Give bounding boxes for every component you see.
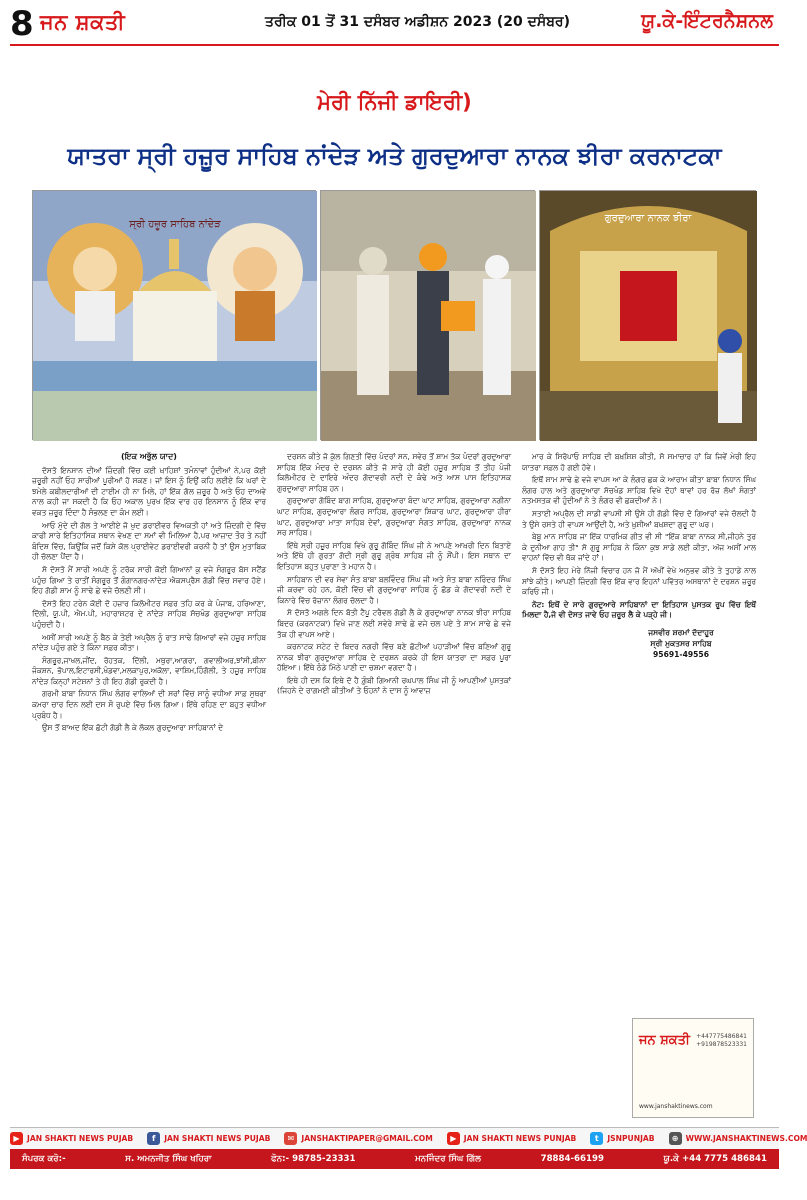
section-kicker: ਮੇਰੀ ਨਿੱਜੀ ਡਾਇਰੀ) bbox=[317, 90, 472, 114]
paragraph: ਅਸੀਂ ਸਾਰੀ ਅਪਣੇ ਨੂੰ ਬੈਠ ਕੇ ਤੇਈ ਅਪ੍ਰੈਲ ਨੂੰ ਰਾਤ ਸਾਢੇ ਗਿਆਰਾਂ ਵਜੇ ਹਜ਼ੂਰ ਸਾਹਿਬ ਨਾਂਦੇੜ ਪਹੁੰਚ ਗਏ ਤੇ ਕਿੰਨਾ ਸਫ਼ਰ ਕੀਤਾ। bbox=[32, 632, 266, 653]
paragraph: ਗੁਰਦੁਆਰਾ ਗੋਬਿੰਦ ਬਾਗ ਸਾਹਿਬ, ਗੁਰਦੁਆਰਾ ਬੰਦਾ ਘਾਟ ਸਾਹਿਬ, ਗੁਰਦੁਆਰਾ ਨਗੀਨਾ ਘਾਟ ਸਾਹਿਬ, ਗੁਰਦੁਆਰਾ ਲੰਗਰ ਸਾਹਿਬ, ਗੁਰਦੁਆਰਾ ਸ਼ਿਕਾਰ ਘਾਟ, ਗੁਰਦੁਆਰਾ ਹੀਰਾ ਘਾਟ, ਗੁਰਦੁਆਰਾ ਮਾਤਾ ਸਾਹਿਬ ਦੇਵਾਂ, ਗੁਰਦੁਆਰਾ ਸੰਗਤ ਸਾਹਿਬ, ਗੁਰਦੁਆਰਾ ਨਾਨਕ ਸਰ ਸਾਹਿਬ। bbox=[277, 496, 511, 538]
paragraph: ਦਰਸ਼ਨ ਕੀਤੇ ਜੋ ਕੁੱਲ ਗਿਣਤੀ ਵਿੱਚ ਪੰਦਰਾਂ ਸਨ, ਸਵੇਰ ਤੋਂ ਸ਼ਾਮ ਤੱਕ ਪੰਦਰਾਂ ਗੁਰਦੁਆਰਾ ਸਾਹਿਬ ਇੱਕ ਮੰਦਰ ਦੇ ਦਰਸ਼ਨ ਕੀਤੇ ਜੋ ਸਾਰੇ ਹੀ ਕੋਈ ਹਜ਼ੂਰ ਸਾਹਿਬ ਤੋਂ ਤੀਹ ਪੰਜੀ ਕਿਲੋਮੀਟਰ ਦੇ ਦਾਇਰੇ ਅੰਦਰ ਗੋਦਾਵਰੀ ਨਦੀ ਦੇ ਕੰਢੇ ਅਤੇ ਆਸ ਪਾਸ ਇਤਿਹਾਸਕ ਗੁਰਦੁਆਰਾ ਸਾਹਿਬ ਹਨ। bbox=[277, 452, 511, 493]
manager-phone: 78884-66199 bbox=[540, 1154, 604, 1164]
contact-bar bbox=[10, 1149, 779, 1169]
page-footer bbox=[0, 1127, 807, 1200]
article-subtitle: (ਇਕ ਅਭੁੱਲ ਯਾਦ) bbox=[121, 452, 177, 461]
editor-phone: ਫੋਨ:- 98785-23331 bbox=[271, 1154, 356, 1164]
advert-box bbox=[632, 1018, 754, 1118]
mail-icon: ✉ bbox=[284, 1132, 297, 1145]
paragraph: ਕਰਨਾਟਕ ਸਟੇਟ ਦੇ ਬਿਦਰ ਨਗਰੀ ਵਿੱਚ ਬਣੇ ਛੋਟੀਆਂ ਪਹਾੜੀਆਂ ਵਿੱਚ ਬਣਿਆਂ ਗੁਰੂ ਨਾਨਕ ਝੀਰਾ ਗੁਰਦੁਆਰਾ ਸਾਹਿਬ ਦੇ ਦਰਸ਼ਨ ਕਰਕੇ ਹੀ ਇਸ ਯਾਤਰਾ ਦਾ ਸਫ਼ਰ ਪੂਰਾ ਹੋਇਆ। ਇੱਥੇ ਠੰਡੇ ਮਿੱਠੇ ਪਾਣੀ ਦਾ ਚਸ਼ਮਾ ਵਗਦਾ ਹੈ। bbox=[277, 642, 511, 673]
ad-phone-2: +919878523331 bbox=[696, 1041, 747, 1048]
newspaper-logo bbox=[40, 10, 125, 34]
article-note: ਨੋਟ: ਇਥੋਂ ਦੇ ਸਾਰੇ ਗੁਰਦੁਆਰੇ ਸਾਹਿਬਾਨਾਂ ਦਾ ਇਤਿਹਾਸ ਪੁਸਤਕ ਰੂਪ ਵਿੱਚ ਇਥੋਂ ਮਿਲਦਾ ਹੈ,ਜੋ ਵੀ ਦੋਸਤ ਜਾਵੇ ਓਹ ਜ਼ਰੂਰ ਲੈ ਕੇ ਪੜ੍ਹੇ ਜੀ। bbox=[522, 599, 756, 620]
paragraph: ਸਤਾਈ ਅਪ੍ਰੈਲ ਦੀ ਸਾਡੀ ਵਾਪਸੀ ਸੀ ਉਸੇ ਹੀ ਗੱਡੀ ਵਿੱਚ ਦੋ ਗਿਆਰਾਂ ਵਜੇ ਚੱਲਦੀ ਹੈ ਤੇ ਉਸੇ ਰਸਤੇ ਹੀ ਵਾਪਸ ਆਉਂਦੀ ਹੈ, ਅਤੇ ਖ਼ੁਸ਼ੀਆਂ ਬਖ਼ਸ਼ਦਾ ਗੁਰੂ ਦਾ ਘਰ। bbox=[522, 508, 756, 529]
issue-date: ਤਰੀਕ 01 ਤੋਂ 31 ਦਸੰਬਰ ਅਡੀਸ਼ਨ 2023 (20 ਦਸੰਬਰ) bbox=[265, 14, 571, 30]
ad-logo: ਜਨ ਸ਼ਕਤੀ bbox=[639, 1033, 690, 1048]
ad-website: www.janshaktinews.com bbox=[639, 1103, 713, 1110]
page-number: 8 bbox=[10, 4, 34, 44]
social-youtube-link-2[interactable] bbox=[447, 1132, 577, 1145]
author-signature bbox=[522, 627, 756, 660]
paragraph: ਸੋ ਦੋਸਤੋ ਇਹ ਮੇਰੇ ਨਿੱਜੀ ਵਿਚਾਰ ਹਨ ਜੋ ਮੈਂ ਅੱਖੀਂ ਵੇਖੇ ਅਨੁਭਵ ਕੀਤੇ ਤੇ ਤੁਹਾਡੇ ਨਾਲ ਸਾਂਝੇ ਕੀਤੇ। ਆਪਣੀ ਜ਼ਿੰਦਗੀ ਵਿੱਚ ਇੱਕ ਵਾਰ ਇਹਨਾਂ ਪਵਿੱਤਰ ਅਸਥਾਨਾਂ ਦੇ ਦਰਸ਼ਨ ਜ਼ਰੂਰ ਕਰਿਓ ਜੀ। bbox=[522, 565, 756, 597]
facebook-icon: f bbox=[147, 1132, 160, 1145]
paragraph: ਗਰਮੀ ਬਾਬਾ ਨਿਧਾਨ ਸਿੰਘ ਲੰਗਰ ਵਾਲਿਆਂ ਦੀ ਸਰਾਂ ਵਿੱਚ ਸਾਨੂੰ ਵਧੀਆ ਸਾਫ਼ ਸੁਥਰਾ ਕਮਰਾ ਚਾਰ ਦਿਨ ਲਈ ਦਸ ਸੌ ਰੁਪਏ ਵਿੱਚ ਮਿਲ ਗਿਆ। ਇੱਥੇ ਰਹਿਣ ਦਾ ਬਹੁਤ ਵਧੀਆ ਪ੍ਰਬੰਧ ਹੈ। bbox=[32, 689, 266, 720]
article-column-1 bbox=[32, 452, 266, 1127]
social-twitter-link[interactable] bbox=[590, 1132, 654, 1145]
contact-label: ਸੰਪਰਕ ਕਰੋ:- bbox=[22, 1154, 66, 1164]
paragraph: ਮਾਰ ਕੇ ਸਿਰੋਪਾਓ ਸਾਹਿਬ ਦੀ ਬਖ਼ਸ਼ਿਸ਼ ਕੀਤੀ, ਸੋ ਸਮਾਚਾਰ ਹਾਂ ਕਿ ਜਿਵੇਂ ਮੇਰੀ ਇਹ ਯਾਤਰਾ ਸਫ਼ਲ ਹੋ ਗਈ ਹੋਵੇ। bbox=[522, 452, 756, 472]
author-name: ਜਸਵੀਰ ਸ਼ਰਮਾਂ ਦੱਦਾਹੂਰ bbox=[648, 627, 714, 637]
social-label: WWW.JANSHAKTINEWS.COM bbox=[685, 1134, 807, 1143]
article-column-2 bbox=[277, 452, 511, 1127]
ad-phone-1: +447775486841 bbox=[696, 1033, 747, 1040]
paragraph: ਦੋਸਤੋ ਇਹ ਟਰੇਨ ਕੋਈ ਦੋ ਹਜ਼ਾਰ ਕਿਲੋਮੀਟਰ ਸਫ਼ਰ ਤਹਿ ਕਰ ਕੇ ਪੰਜਾਬ, ਹਰਿਆਣਾ, ਦਿੱਲੀ, ਯੂ.ਪੀ, ਐਮ.ਪੀ, ਮਹਾਰਾਸ਼ਟਰ ਦੇ ਨਾਂਦੇੜ ਸਾਹਿਬ ਸੱਚਖੰਡ ਗੁਰਦੁਆਰਾ ਸਾਹਿਬ ਪਹੁੰਚਦੀ ਹੈ। bbox=[32, 598, 266, 629]
uk-phone: ਯੂ.ਕੇ +44 7775 486841 bbox=[663, 1154, 767, 1164]
youtube-icon: ▶ bbox=[447, 1132, 460, 1145]
paragraph: ਉਸ ਤੋਂ ਬਾਅਦ ਇੱਕ ਛੋਟੀ ਗੱਡੀ ਲੈ ਕੇ ਲੋਕਲ ਗੁਰਦੁਆਰਾ ਸਾਹਿਬਾਨਾਂ ਦੇ bbox=[42, 723, 223, 733]
page-headline: ਯਾਤਰਾ ਸ੍ਰੀ ਹਜ਼ੂਰ ਸਾਹਿਬ ਨਾਂਦੇੜ ਅਤੇ ਗੁਰਦੁਆਰਾ ਨਾਨਕ ਝੀਰਾ ਕਰਨਾਟਕਾ bbox=[67, 142, 722, 170]
editor-name: ਸ. ਅਮਨਜੀਤ ਸਿੰਘ ਖਹਿਰਾ bbox=[125, 1154, 212, 1164]
masthead-divider bbox=[10, 44, 779, 46]
youtube-icon: ▶ bbox=[10, 1132, 23, 1145]
author-place: ਸ੍ਰੀ ਮੁਕਤਸਰ ਸਾਹਿਬ bbox=[650, 638, 712, 648]
paragraph: ਸਾਹਿਬਾਨ ਦੀ ਵਰ ਸੇਵਾ ਸੰਤ ਬਾਬਾ ਬਲਵਿੰਦਰ ਸਿੰਘ ਜੀ ਅਤੇ ਸੰਤ ਬਾਬਾ ਨਰਿੰਦਰ ਸਿੰਘ ਜੀ ਕਰਵਾ ਰਹੇ ਹਨ, ਕੋਈ ਵਿੱਚ ਵੀ ਗੁਰਦੁਆਰਾ ਸਾਹਿਬ ਨੂੰ ਛੱਡ ਕੇ ਗੋਦਾਵਰੀ ਨਦੀ ਦੇ ਕਿਨਾਰੇ ਵਿੱਚ ਰੋਜ਼ਾਨਾ ਲੰਗਰ ਚੱਲਦਾ ਹੈ। bbox=[277, 574, 511, 605]
nanak-jhira-interior-photo bbox=[539, 190, 756, 440]
paragraph: ਇਥੋਂ ਸ਼ਾਮ ਸਾਢੇ ਛੇ ਵਜੇ ਵਾਪਸ ਆ ਕੇ ਲੰਗਰ ਛਕ ਕੇ ਆਰਾਮ ਕੀਤਾ ਬਾਬਾ ਨਿਧਾਨ ਸਿੰਘ ਲੰਗਰ ਹਾਲ ਅਤੇ ਗੁਰਦੁਆਰਾ ਸੱਚਖੰਡ ਸਾਹਿਬ ਵਿਖੇ ਦੋਹਾਂ ਥਾਵਾਂ ਹਰ ਰੋਜ਼ ਲੱਖਾਂ ਸੰਗਤਾਂ ਨਤਮਸਤਕ ਵੀ ਹੁੰਦੀਆਂ ਨੇ ਤੇ ਲੰਗਰ ਵੀ ਛਕਦੀਆਂ ਨੇ। bbox=[522, 475, 756, 506]
paragraph: ਆਓ ਮੁੱਦੇ ਦੀ ਗੱਲ ਤੇ ਆਈਏ ਜੋ ਖੁਦ ਡਰਾਈਵਰ ਵਿਅਕਤੀ ਹਾਂ ਅਤੇ ਜ਼ਿੰਦਗੀ ਦੇ ਵਿੱਚ ਕਾਫੀ ਸਾਰੇ ਇਤਿਹਾਸਿਕ ਸਥਾਨ ਵੇਖਣ ਦਾ ਸਮਾਂ ਵੀ ਮਿਲਿਆ ਹੈ,ਪਰ ਆਜ਼ਾਦ ਤੌਰ ਤੇ ਨਹੀਂ ਬੰਦਿਸ਼ ਵਿੱਚ, ਕਿਉਂਕਿ ਜਦੋਂ ਕਿਸੇ ਕੋਲ ਪ੍ਰਾਈਵੇਟ ਡਰਾਈਵਰੀ ਕਰਨੀ ਹੈ ਤਾਂ ਉਸ ਮੁਤਾਬਿਕ ਹੀ ਚੱਲਣਾ ਪੈਂਦਾ ਹੈ। bbox=[32, 520, 266, 562]
painting-image bbox=[33, 191, 317, 441]
painting-caption: ਸ੍ਰੀ ਹਜ਼ੂਰ ਸਾਹਿਬ ਨਾਂਦੇੜ bbox=[129, 219, 221, 230]
paragraph: ਸੰਗਰੂਰ,ਜਾਖਲ,ਜੀਂਦ, ਰੋਹਤਕ, ਦਿੱਲੀ, ਮਥੁਰਾ,ਆਗਰਾ, ਗਵਾਲੀਅਰ,ਝਾਂਸੀ,ਬੀਨਾ ਜੰਕਸ਼ਨ, ਭੋਪਾਲ,ਇਟਾਰਸੀ,ਖੰਡਵਾ,ਮਲਕਾਪੁਰ,ਅਕੋਲਾ, ਵਾਸ਼ਿਮ,ਹਿੰਗੋਲੀ, ਤੇ ਹਜ਼ੂਰ ਸਾਹਿਬ ਨਾਂਦੇੜ ਕਿਨ੍ਹਾਂ ਸਟੇਸ਼ਨਾਂ ਤੇ ਹੀ ਇਹ ਗੱਡੀ ਰੁਕਦੀ ਹੈ। bbox=[32, 655, 266, 686]
paragraph: ਸੋ ਦੋਸਤੋ ਅਗਲੇ ਦਿਨ ਬੱਤੀ ਟੈਪੂ ਟਰੈਵਲ ਗੱਡੀ ਲੈ ਕੇ ਗੁਰਦੁਆਰਾ ਨਾਨਕ ਝੀਰਾ ਸਾਹਿਬ ਬਿਦਰ (ਕਰਨਾਟਕਾ) ਵਿਖੇ ਜਾਣ ਲਈ ਸਵੇਰੇ ਸਾਢੇ ਛੇ ਵਜੇ ਚਲ ਪਏ ਤੇ ਸ਼ਾਮ ਸਾਢੇ ਛੇ ਵਜੇ ਤੱਕ ਹੀ ਵਾਪਸ ਆਏ। bbox=[277, 608, 511, 639]
social-facebook-link[interactable] bbox=[147, 1132, 270, 1145]
photo-strip bbox=[32, 190, 756, 440]
ad-phones bbox=[696, 1033, 747, 1049]
logo-text: ਜਨ ਸ਼ਕਤੀ bbox=[40, 10, 126, 34]
siropa-ceremony-photo bbox=[320, 190, 535, 440]
hazur-sahib-painting-photo bbox=[32, 190, 316, 440]
paragraph: ਦੋਸਤੋ ਇਨਸਾਨ ਦੀਆਂ ਜ਼ਿੰਦਗੀ ਵਿੱਚ ਕਈ ਖ਼ਾਹਿਸ਼ਾਂ ਤਮੰਨਾਵਾਂ ਹੁੰਦੀਆਂ ਨੇ,ਪਰ ਕੋਈ ਜ਼ਰੂਰੀ ਨਹੀਂ ਓਹ ਸਾਰੀਆਂ ਪੂਰੀਆਂ ਹੋ ਸਕਣ। ਜਾਂ ਇਸ ਨੂੰ ਇਉਂ ਕਹਿ ਲਈਏ ਕਿ ਘਰਾਂ ਦੇ ਝਮੇਲੇ ਕਬੀਲਦਾਰੀਆਂ ਦੀ ਟਾਈਮ ਹੀ ਨਾ ਮਿਲੇ, ਹਾਂ ਇੱਕ ਗੱਲ ਜ਼ਰੂਰ ਹੈ ਅਤੇ ਓਹ ਦਾਅਵੇ ਨਾਲ ਕਹੀ ਜਾ ਸਕਦੀ ਹੈ ਕਿ ਓਹ ਅਕਾਲ ਪੁਰਖ ਇੱਕ ਵਾਰ ਹਰ ਇਨਸਾਨ ਨੂੰ ਇੱਕ ਵਾਰ ਵਕਤ ਜ਼ਰੂਰ ਦਿੰਦਾ ਹੈ ਸੰਭਲਣ ਦਾ ਕੰਮ ਲਈ। bbox=[32, 465, 266, 517]
paragraph: ਇਥੇ ਹੀ ਦਸ ਕਿ ਇਥੇ ਦੋ ਹੈ ਗ਼ੁੰਬੀ ਗਿਆਨੀ ਰਘਪਾਲ ਸਿੰਘ ਜੀ ਨੂੰ ਆਪਣੀਆਂ ਪੁਸਤਕਾਂ (ਜਿਹਨੇ ਦੇ ਰਾਗਮਈ ਕੀਤੀਆਂ ਤੇ ਓਹਨਾਂ ਨੇ ਦਾਸ ਨੂੰ ਆਵਾਜ਼ bbox=[277, 675, 511, 696]
manager-name: ਮਨਜਿੰਦਰ ਸਿੰਘ ਗਿੱਲ bbox=[415, 1154, 481, 1164]
social-label: JSNPUNJAB bbox=[607, 1134, 655, 1143]
social-label: JANSHAKTIPAPER@GMAIL.COM bbox=[301, 1134, 433, 1143]
interior-caption: ਗੁਰਦੁਆਰਾ ਨਾਨਕ ਝੀਰਾ bbox=[604, 213, 692, 224]
ceremony-image bbox=[321, 191, 536, 441]
globe-icon: ⊕ bbox=[669, 1132, 682, 1145]
paragraph: ਬੇਬੂ ਮਾਨ ਸਾਹਿਬ ਜਾ ਇੱਕ ਧਾਰਮਿਕ ਗੀਤ ਵੀ ਸੀ "ਇੱਕ ਬਾਬਾ ਨਾਨਕ ਸੀ,ਜੀਹਨੇ ਤੁਰ ਕੇ ਦੁਨੀਆ ਗਾਹ ਤੀ" ਸੋ ਗੁਰੂ ਸਾਹਿਬ ਨੇ ਕਿੰਨਾ ਕੁਝ ਸਾਡੇ ਲਈ ਕੀਤਾ, ਅੱਜ ਅਸੀਂ ਮਾਲ ਵਾਹਨਾਂ ਵਿੱਚ ਵੀ ਥੱਕ ਜਾਂਦੇ ਹਾਂ। bbox=[522, 532, 756, 563]
paragraph: ਸੋ ਦੋਸਤੋ ਮੈਂ ਸਾਰੀ ਅਪਣੇ ਨੂੰ ਟਰੱਕ ਸਾਰੀ ਕੋਈ ਗਿਆਨਾਂ ਕੁ ਵਜੇ ਸੰਗਰੂਰ ਬੱਸ ਸਟੈਂਡ ਪਹੁੰਚ ਗਿਆ ਤੇ ਰਾਤੀਂ ਸੰਗਰੂਰ ਤੋਂ ਗੰਗਾਨਗਰ-ਨਾਂਦੇੜ ਐਕਸਪ੍ਰੈਸ ਗੱਡੀ ਵਿੱਚ ਸਵਾਰ ਹੋਏ। ਇਹ ਗੱਡੀ ਸ਼ਾਮ ਨੂੰ ਸਾਢੇ ਛੇ ਵਜੇ ਚੱਲਣੀ ਸੀ। bbox=[32, 564, 266, 596]
twitter-icon: t bbox=[590, 1132, 603, 1145]
author-phone: 95691-49556 bbox=[653, 649, 709, 659]
paragraph: ਇੱਥੇ ਸ੍ਰੀ ਹਜ਼ੂਰ ਸਾਹਿਬ ਵਿਖੇ ਗੁਰੂ ਗੋਬਿੰਦ ਸਿੰਘ ਜੀ ਨੇ ਆਪਣੇ ਆਖ਼ਰੀ ਦਿਨ ਬਿਤਾਏ ਅਤੇ ਇੱਥੇ ਹੀ ਗੁਰਤਾ ਗੱਦੀ ਸ੍ਰੀ ਗੁਰੂ ਗ੍ਰੰਥ ਸਾਹਿਬ ਜੀ ਨੂੰ ਸੌਂਪੀ। ਇਸ ਸਥਾਨ ਦਾ ਇਤਿਹਾਸ ਬਹੁਤ ਪੁਰਾਣਾ ਤੇ ਮਹਾਨ ਹੈ। bbox=[277, 540, 511, 571]
social-website-link[interactable] bbox=[669, 1132, 807, 1145]
social-label: JAN SHAKTI NEWS PUNJAB bbox=[463, 1134, 577, 1143]
edition-label: ਯੂ.ਕੇ-ਇੰਟਰਨੈਸ਼ਨਲ bbox=[641, 10, 773, 32]
social-bar bbox=[10, 1127, 807, 1149]
social-label: JAN SHAKTI NEWS PUJAB bbox=[27, 1134, 134, 1143]
social-label: JAN SHAKTI NEWS PUJAB bbox=[164, 1134, 271, 1143]
interior-image bbox=[540, 191, 757, 441]
social-youtube-link[interactable] bbox=[10, 1132, 133, 1145]
masthead bbox=[0, 0, 789, 48]
social-email-link[interactable] bbox=[284, 1132, 432, 1145]
